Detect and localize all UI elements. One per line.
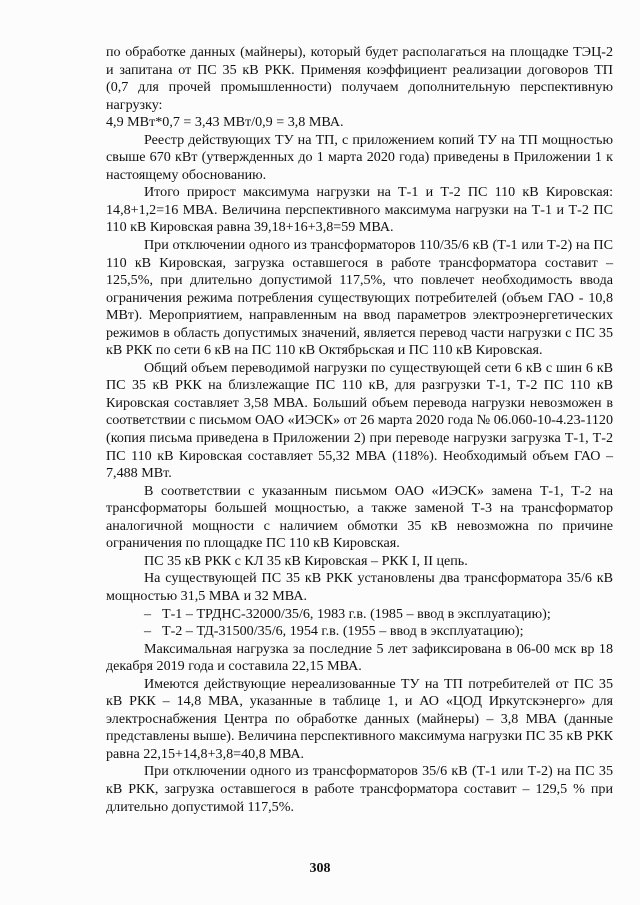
paragraph: Реестр действующих ТУ на ТП, с приложением копий ТУ на ТП мощностью свыше 670 кВт (утвержденных до 1 марта 2020 года) приведены в Приложении 1 к настоящему обоснованию. [106, 131, 613, 183]
paragraph: по обработке данных (майнеры), который будет располагаться на площадке ТЭЦ-2 и запитана от ПС 35 кВ РКК. Применяя коэффициент реализации договоров ТП (0,7 для прочей промышленности) получаем дополнительную перспективную нагрузку: [106, 44, 613, 113]
paragraph: 4,9 МВт*0,7 = 3,43 МВт/0,9 = 3,8 МВА. [106, 114, 344, 131]
list-item [106, 606, 613, 624]
body-text [106, 44, 613, 816]
list-item [106, 623, 613, 641]
paragraph: Итого прирост максимума нагрузки на Т-1 и Т-2 ПС 110 кВ Кировская: 14,8+1,2=16 МВА. Величина перспективного максимума нагрузки на Т-1 и Т-2 ПС 110 кВ Кировская равна 39,18+16+3,8=59 МВА. [106, 184, 613, 236]
list-dash: – [144, 623, 152, 640]
paragraph: Максимальная нагрузка за последние 5 лет зафиксирована в 06-00 мск вр 18 декабря 2019 года и составила 22,15 МВА. [106, 640, 613, 675]
paragraph: На существующей ПС 35 кВ РКК установлены два трансформатора 35/6 кВ мощностью 31,5 МВА и 32 МВА. [106, 570, 613, 604]
paragraph: ПС 35 кВ РКК с КЛ 35 кВ Кировская – РКК I, II цепь. [144, 552, 468, 569]
paragraph: При отключении одного из трансформаторов 35/6 кВ (Т-1 или Т-2) на ПС 35 кВ РКК, загрузка оставшегося в работе трансформатора составит – 129,5 % при длительно допустимой 117,5%. [106, 763, 613, 815]
paragraph: В соответствии с указанным письмом ОАО «ИЭСК» замена Т-1, Т-2 на трансформаторы большей мощностью, а также заменой Т-3 на трансформатор аналогичной мощности с наличием обмотки 35 кВ невозможна по причине ограничения по площадке ПС 110 кВ Кировская. [106, 482, 613, 552]
list-item-text: Т-1 – ТРДНС-32000/35/6, 1983 г.в. (1985 – ввод в эксплуатацию); [162, 605, 551, 622]
paragraph: Имеются действующие нереализованные ТУ на ТП потребителей от ПС 35 кВ РКК – 14,8 МВА, указанные в таблице 1, и АО «ЦОД Иркутскэнерго» для электроснабжения Центра по обработке данных (майнеры) – 3,8 МВА (данные представлены выше). Величина перспективного максимума нагрузки ПС 35 кВ РКК равна 22,15+14,8+3,8=40,8 МВА. [106, 675, 613, 762]
list-dash: – [144, 605, 152, 622]
paragraph: Общий объем переводимой нагрузки по существующей сети 6 кВ с шин 6 кВ ПС 35 кВ РКК на близлежащие ПС 110 кВ, для разгрузки Т-1, Т-2 ПС 110 кВ Кировская составляет 3,58 МВА. Больший объем перевода нагрузки невозможен в соответствии с письмом ОАО «ИЭСК» от 26 марта 2020 года № 06.060-10-4.23-1120 (копия письма приведена в Приложении 2) при переводе нагрузки загрузка Т-1, Т-2 ПС 110 кВ Кировская составляет 55,32 МВА (118%). Необходимый объем ГАО – 7,488 МВт. [106, 359, 613, 482]
list-item-text: Т-2 – ТД-31500/35/6, 1954 г.в. (1955 – ввод в эксплуатацию); [162, 623, 524, 640]
page-number: 308 [309, 861, 331, 876]
paragraph: При отключении одного из трансформаторов 110/35/6 кВ (Т-1 или Т-2) на ПС 110 кВ Кировская, загрузка оставшегося в работе трансформатора составит – 125,5%, при длительно допустимой 117,5%, что повлечет необходимость ввода ограничения режима потребления существующих потребителей (объем ГАО - 10,8 МВт). Мероприятием, направленным на ввод параметров электроэнергетических режимов в область допустимых значений, является перевод части нагрузки с ПС 35 кВ РКК по сети 6 кВ на ПС 110 кВ Октябрьская и ПС 110 кВ Кировская. [106, 237, 613, 359]
